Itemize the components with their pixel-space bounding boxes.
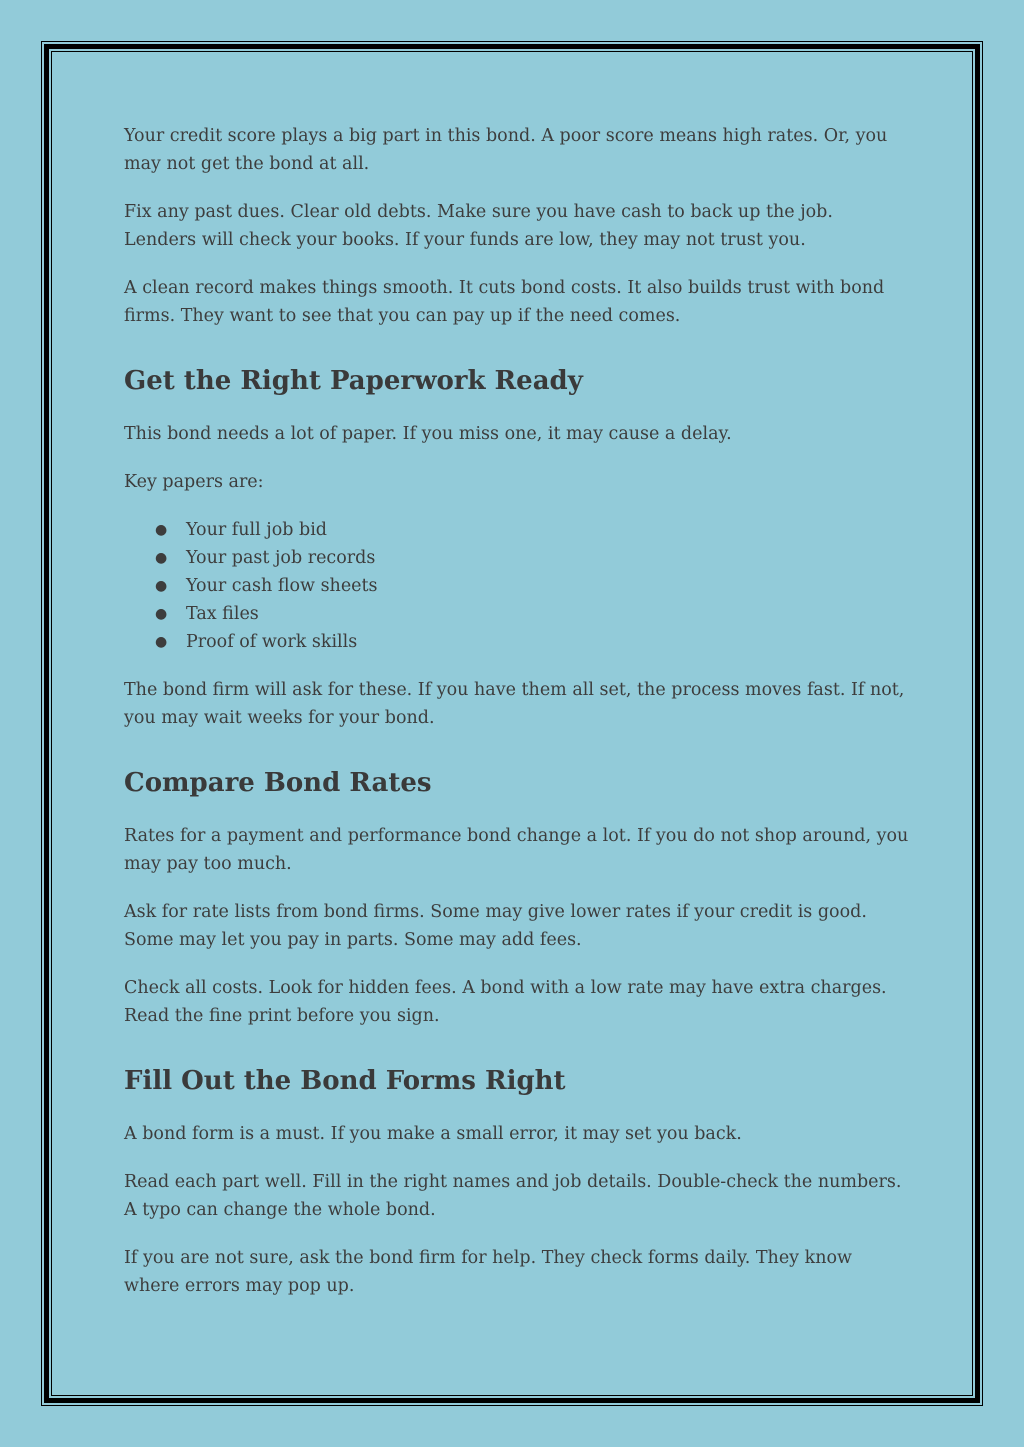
list-item-text: Your past job records [186,548,376,568]
section-heading: Fill Out the Bond Forms Right [124,1066,566,1096]
paragraph: Read each part well. Fill in the right names and job details. Double-check the numbers. A typo can change the whole bond. [124,1172,902,1220]
list-item [124,544,909,572]
paragraph: Fix any past dues. Clear old debts. Make sure you have cash to back up the job. Lenders will check your books. If your funds are low, they may not trust you. [124,202,833,250]
paragraph: Your credit score plays a big part in this bond. A poor score means high rates. Or, you may not get the bond at all. [124,126,888,174]
document-body [124,122,909,1320]
section-bond-forms [124,1064,909,1300]
list-item [124,628,909,656]
section-compare-rates [124,766,909,1030]
section-heading: Compare Bond Rates [124,768,432,798]
list-item [124,516,909,544]
paragraph: Rates for a payment and performance bond change a lot. If you do not shop around, you may pay too much. [124,826,909,874]
section-credit-score [124,122,909,330]
paragraph: Key papers are: [124,472,264,492]
paragraph: The bond firm will ask for these. If you have them all set, the process moves fast. If not, you may wait weeks for your bond. [124,680,905,728]
paragraph: A bond form is a must. If you make a small error, it may set you back. [124,1124,742,1144]
key-papers-list [124,516,909,656]
section-heading: Get the Right Paperwork Ready [124,366,583,396]
paragraph: Check all costs. Look for hidden fees. A bond with a low rate may have extra charges. Read the fine print before you sign. [124,978,887,1026]
paragraph: This bond needs a lot of paper. If you miss one, it may cause a delay. [124,424,732,444]
list-item-text: Tax files [186,604,259,624]
paragraph: Ask for rate lists from bond firms. Some may give lower rates if your credit is good. Some may let you pay in parts. Some may add fees. [124,902,867,950]
paragraph: If you are not sure, ask the bond firm for help. They check forms daily. They know where errors may pop up. [124,1248,853,1296]
bullet-icon: ● [155,634,168,650]
paragraph: A clean record makes things smooth. It cuts bond costs. It also builds trust with bond firms. They want to see that you can pay up if the need comes. [124,278,885,326]
list-item-text: Your full job bid [186,520,327,540]
bullet-icon: ● [155,578,168,594]
list-item-text: Your cash flow sheets [186,576,378,596]
bullet-icon: ● [155,522,168,538]
section-paperwork [124,364,909,732]
list-item-text: Proof of work skills [186,632,358,652]
bullet-icon: ● [155,550,168,566]
list-item [124,572,909,600]
bullet-icon: ● [155,606,168,622]
list-item [124,600,909,628]
